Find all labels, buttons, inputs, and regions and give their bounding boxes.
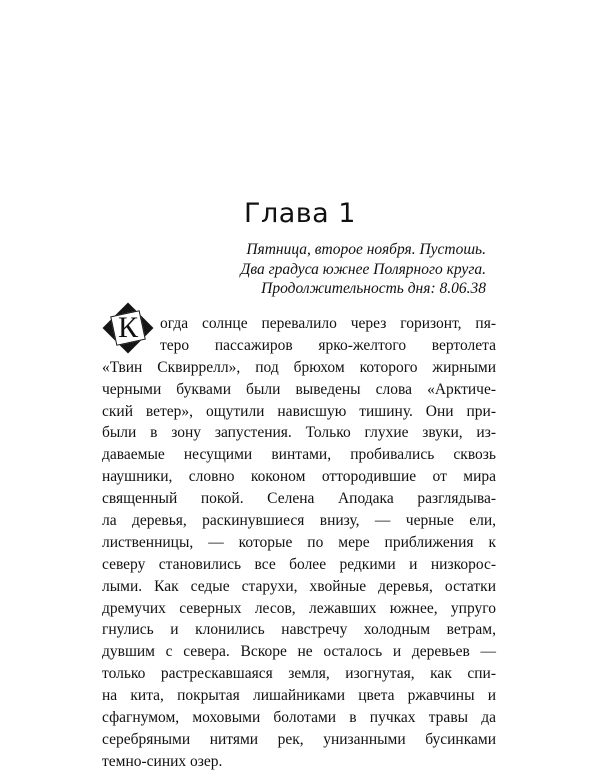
epigraph-line: Пятница, второе ноября. Пустошь. (246, 241, 486, 258)
text-line: огда солнце перевалило через горизонт, пя- (160, 315, 496, 332)
text-line: ла деревья, раскинувшиеся внизу, — черные ели, (102, 512, 496, 530)
text-line: сфагнумом, моховыми болотами в пучках травы да (102, 709, 496, 727)
text-line: на кита, покрытая лишайниками цвета ржавчины и (102, 687, 496, 705)
text-line: наушники, словно коконом оттородившие от мира (102, 468, 496, 486)
text-line: «Твин Сквиррелл», под брюхом которого жирными (102, 358, 496, 376)
text-line: лыми. Как седые старухи, хвойные деревья, остатки (102, 577, 496, 595)
drop-cap-letter: К (117, 311, 138, 344)
text-line: были в зону запустения. Только глухие звуки, из- (102, 424, 496, 442)
text-line: дремучих северных лесов, лежавших южнее, упруго (102, 599, 496, 617)
text-line: ский ветер», ощутили нависшую тишину. Они при- (102, 402, 496, 420)
text-line: северу становились все более редкими и низкорос- (102, 555, 496, 573)
epigraph-line: Два градуса южнее Полярного круга. (240, 260, 486, 278)
text-line: священный покой. Селена Аподака разглядыва- (102, 490, 496, 508)
epigraph (96, 240, 486, 299)
text-line: только растрескавшаяся земля, изогнутая, как спи- (102, 665, 496, 683)
chapter-title: Глава 1 (244, 198, 356, 229)
text-line: дувшим с севера. Вскоре не осталось и деревьев — (102, 643, 496, 661)
epigraph-line: Продолжительность дня: 8.06.38 (261, 280, 486, 297)
chapter-body (102, 313, 496, 773)
text-line: темно-синих озер. (102, 752, 223, 770)
text-line: черными буквами были выведены слова «Арктиче- (102, 380, 496, 398)
text-line: теро пассажиров ярко-желтого вертолета (160, 336, 496, 354)
text-line: гнулись и клонились навстречу холодным ветрам, (102, 621, 496, 639)
text-line: лиственницы, — которые по мере приближения к (102, 533, 496, 551)
text-line: серебряными нитями рек, унизанными бусинками (102, 730, 496, 748)
text-line: даваемые несущими винтами, пробивались сквозь (102, 446, 496, 464)
